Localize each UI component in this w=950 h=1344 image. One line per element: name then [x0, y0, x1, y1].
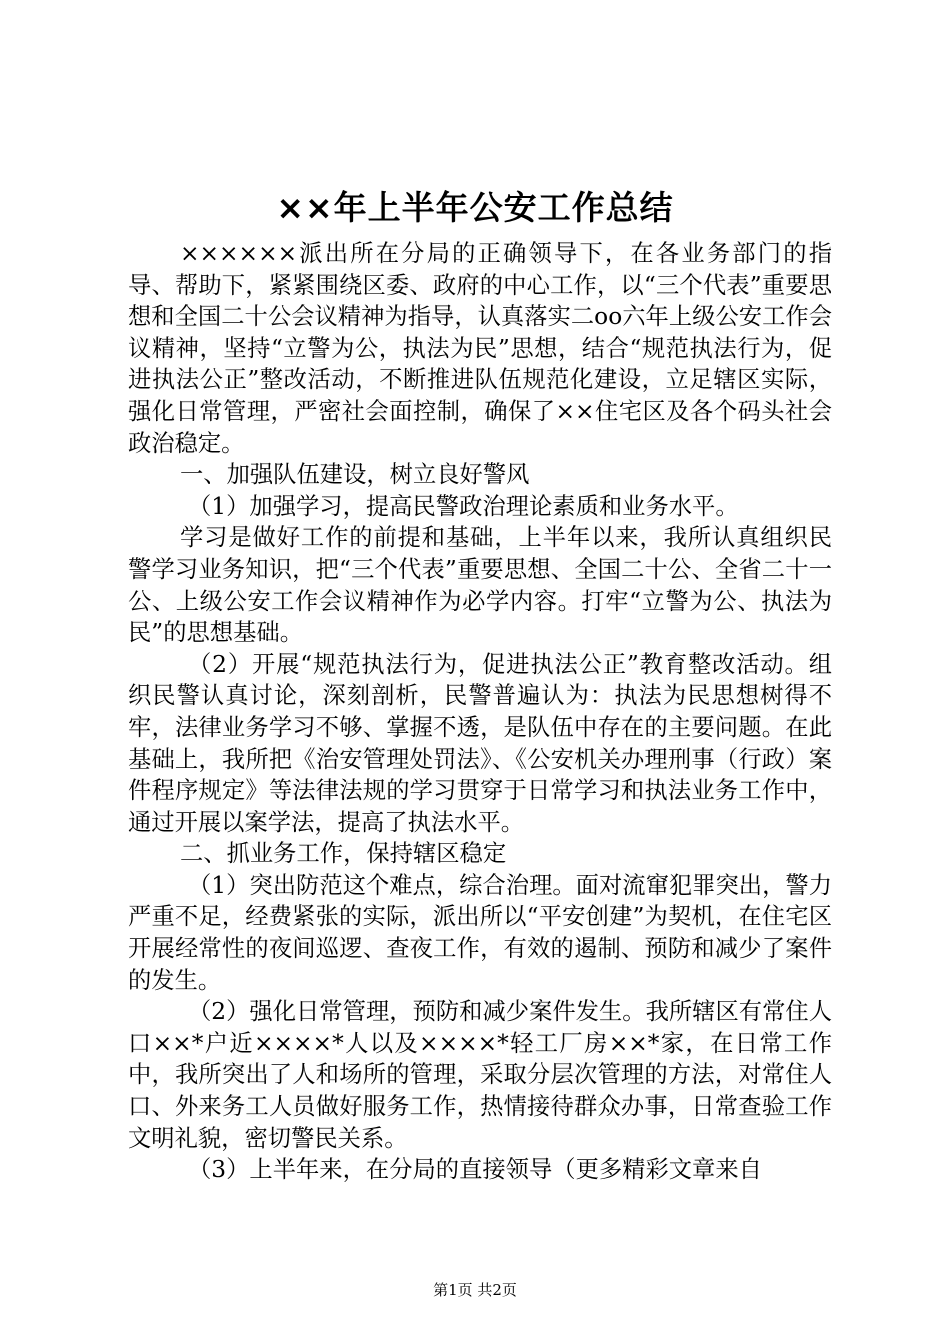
- paragraph: （3）上半年来，在分局的直接领导（更多精彩文章来自: [188, 1156, 762, 1184]
- section-heading-2: 二、抓业务工作，保持辖区稳定: [180, 840, 507, 868]
- paragraph: （2）强化日常管理，预防和减少案件发生。我所辖区有常住人口××*户近××××*人以及××××*轻工厂房××*家，在日常工作中，我所突出了人和场所的管理，采取分层次管理的方法，对常住人口、外来务工人员做好服务工作，热情接待群众办事，日常查验工作文明礼貌，密切警民关系。: [128, 998, 832, 1152]
- document-body: [128, 238, 832, 1186]
- section-heading-1: 一、加强队伍建设，树立良好警风: [180, 461, 530, 489]
- paragraph-intro: ××××××派出所在分局的正确领导下，在各业务部门的指导、帮助下，紧紧围绕区委、政府的中心工作，以“三个代表”重要思想和全国二十公会议精神为指导，认真落实二oo六年上级公安工作会议精神，坚持“立警为公，执法为民”思想，结合“规范执法行为，促进执法公正”整改活动，不断推进队伍规范化建设，立足辖区实际，强化日常管理，严密社会面控制，确保了××住宅区及各个码头社会政治稳定。: [128, 240, 832, 457]
- paragraph: （2）开展“规范执法行为，促进执法公正”教育整改活动。组织民警认真讨论，深刻剖析，民警普遍认为：执法为民思想树得不牢，法律业务学习不够、掌握不透，是队伍中存在的主要问题。在此基础上，我所把《治安管理处罚法》、《公安机关办理刑事（行政）案件程序规定》等法律法规的学习贯穿于日常学习和执法业务工作中，通过开展以案学法，提高了执法水平。: [128, 650, 832, 836]
- paragraph: （1）突出防范这个难点，综合治理。面对流窜犯罪突出，警力严重不足，经费紧张的实际，派出所以“平安创建”为契机，在住宅区开展经常性的夜间巡逻、查夜工作，有效的遏制、预防和减少了案件的发生。: [128, 871, 832, 994]
- page-footer: 第1页 共2页: [433, 1281, 517, 1299]
- document-title: ××年上半年公安工作总结: [276, 188, 674, 227]
- subsection-heading: （1）加强学习，提高民警政治理论素质和业务水平。: [188, 492, 739, 520]
- paragraph: 学习是做好工作的前提和基础，上半年以来，我所认真组织民警学习业务知识，把“三个代表”重要思想、全国二十公、全省二十一公、上级公安工作会议精神作为必学内容。打牢“立警为公、执法为民”的思想基础。: [128, 524, 832, 647]
